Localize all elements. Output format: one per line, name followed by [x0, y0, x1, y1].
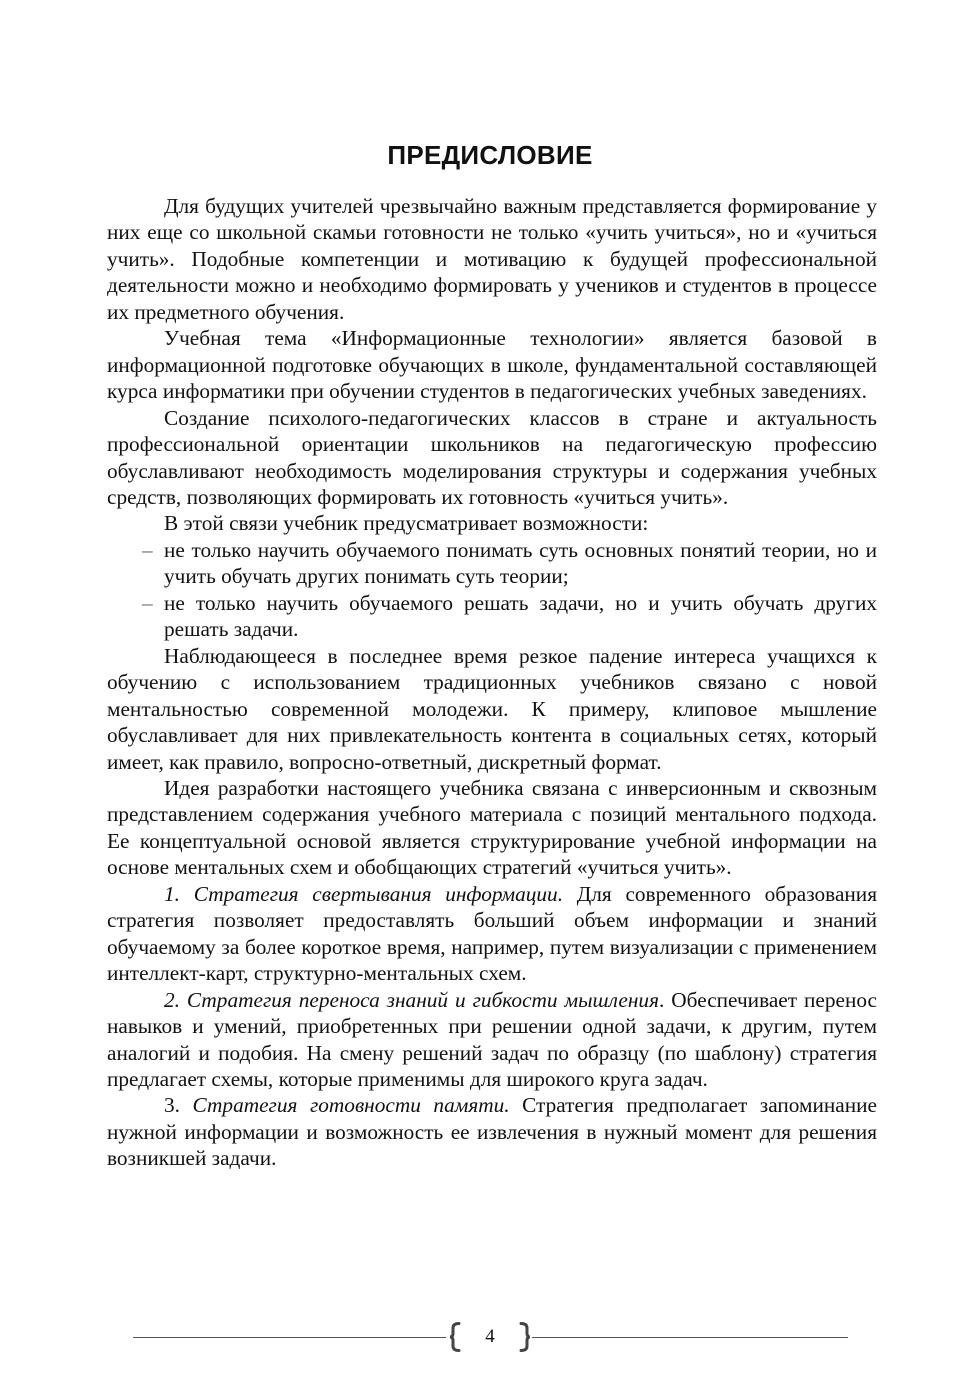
strategy-heading: 1. Стратегия свертывания информации. [164, 881, 564, 906]
dash-icon: – [142, 537, 153, 562]
list-item-text: не только научить обучаемого решать задачи, но и учить обучать других решать задачи. [164, 590, 877, 642]
strategy-heading: Стратегия готовности памяти. [192, 1093, 510, 1118]
paragraph-possibilities: В этой связи учебник предусматривает возможности: [164, 511, 649, 536]
strategy-heading: 2. Стратегия переноса знаний и гибкости мышления [164, 987, 659, 1012]
paragraph-classes: Создание психолого-педагогических классов в стране и актуальность профессиональной ориентации школьников на педагогическую профессию обуславливают необходимость моделирования структуры и содержания учебных средств, позволяющих формировать их готовность «учиться учить». [107, 405, 877, 509]
dash-icon: – [142, 590, 153, 615]
list-item [107, 590, 877, 643]
page-number: 4 [485, 1326, 495, 1347]
strategy-item [107, 1092, 877, 1171]
paragraph-intro: Для будущих учителей чрезвычайно важным представляется формирование у них еще со школьной скамьи готовности не только «учить учиться», но и «учиться учить». Подобные компетенции и мотивацию к будущей профессиональной деятельности можно и необходимо формировать у учеников и студентов в процессе их предметного обучения. [107, 194, 877, 324]
preface-body [107, 193, 877, 1172]
strategy-item [107, 987, 877, 1093]
right-brace-icon [518, 1322, 532, 1352]
strategy-number: 3. [164, 1093, 193, 1118]
list-item [107, 537, 877, 590]
footer-divider-right [532, 1337, 848, 1338]
footer-divider-left [133, 1337, 446, 1338]
strategy-item [107, 881, 877, 987]
strategy-text: Стратегия предполагает запоминание нужной информации и возможность ее извлечения в нужный момент для решения возникшей задачи. [107, 1093, 877, 1171]
paragraph-topic: Учебная тема «Информационные технологии» является базовой в информационной подготовке обучающих в школе, фундаментальной составляющей курса информатики при обучении студентов в педагогических учебных заведениях. [107, 326, 877, 404]
page-title: ПРЕДИСЛОВИЕ [387, 140, 593, 170]
list-item-text: не только научить обучаемого понимать суть основных понятий теории, но и учить обучать других понимать суть теории; [164, 537, 877, 589]
paragraph-idea: Идея разработки настоящего учебника связана с инверсионным и сквозным представлением содержания учебного материала с позиций ментального подхода. Ее концептуальной основой является структурирование учебной информации на основе ментальных схем и обобщающих стратегий «учиться учить». [107, 775, 877, 880]
left-brace-icon [448, 1322, 462, 1352]
strategy-text: . Обеспечивает перенос навыков и умений, приобретенных при решении одной задачи, к другим, путем аналогий и подобия. На смену решений задач по образцу (по шаблону) стратегия предлагает схемы, которые применимы для широкого круга задач. [107, 987, 877, 1091]
strategy-text: Для современного образования стратегия позволяет предоставлять больший объем информации и знаний обучаемому за более короткое время, например, путем визуализации с применением интеллект-карт, структурно-ментальных схем. [107, 881, 877, 986]
paragraph-interest: Наблюдающееся в последнее время резкое падение интереса учащихся к обучению с использованием традиционных учебников связано с новой ментальностью современной молодежи. К примеру, клиповое мышление обуславливает для них привлекательность контента в социальных сетях, который имеет, как правило, вопросно-ответный, дискретный формат. [107, 643, 877, 774]
